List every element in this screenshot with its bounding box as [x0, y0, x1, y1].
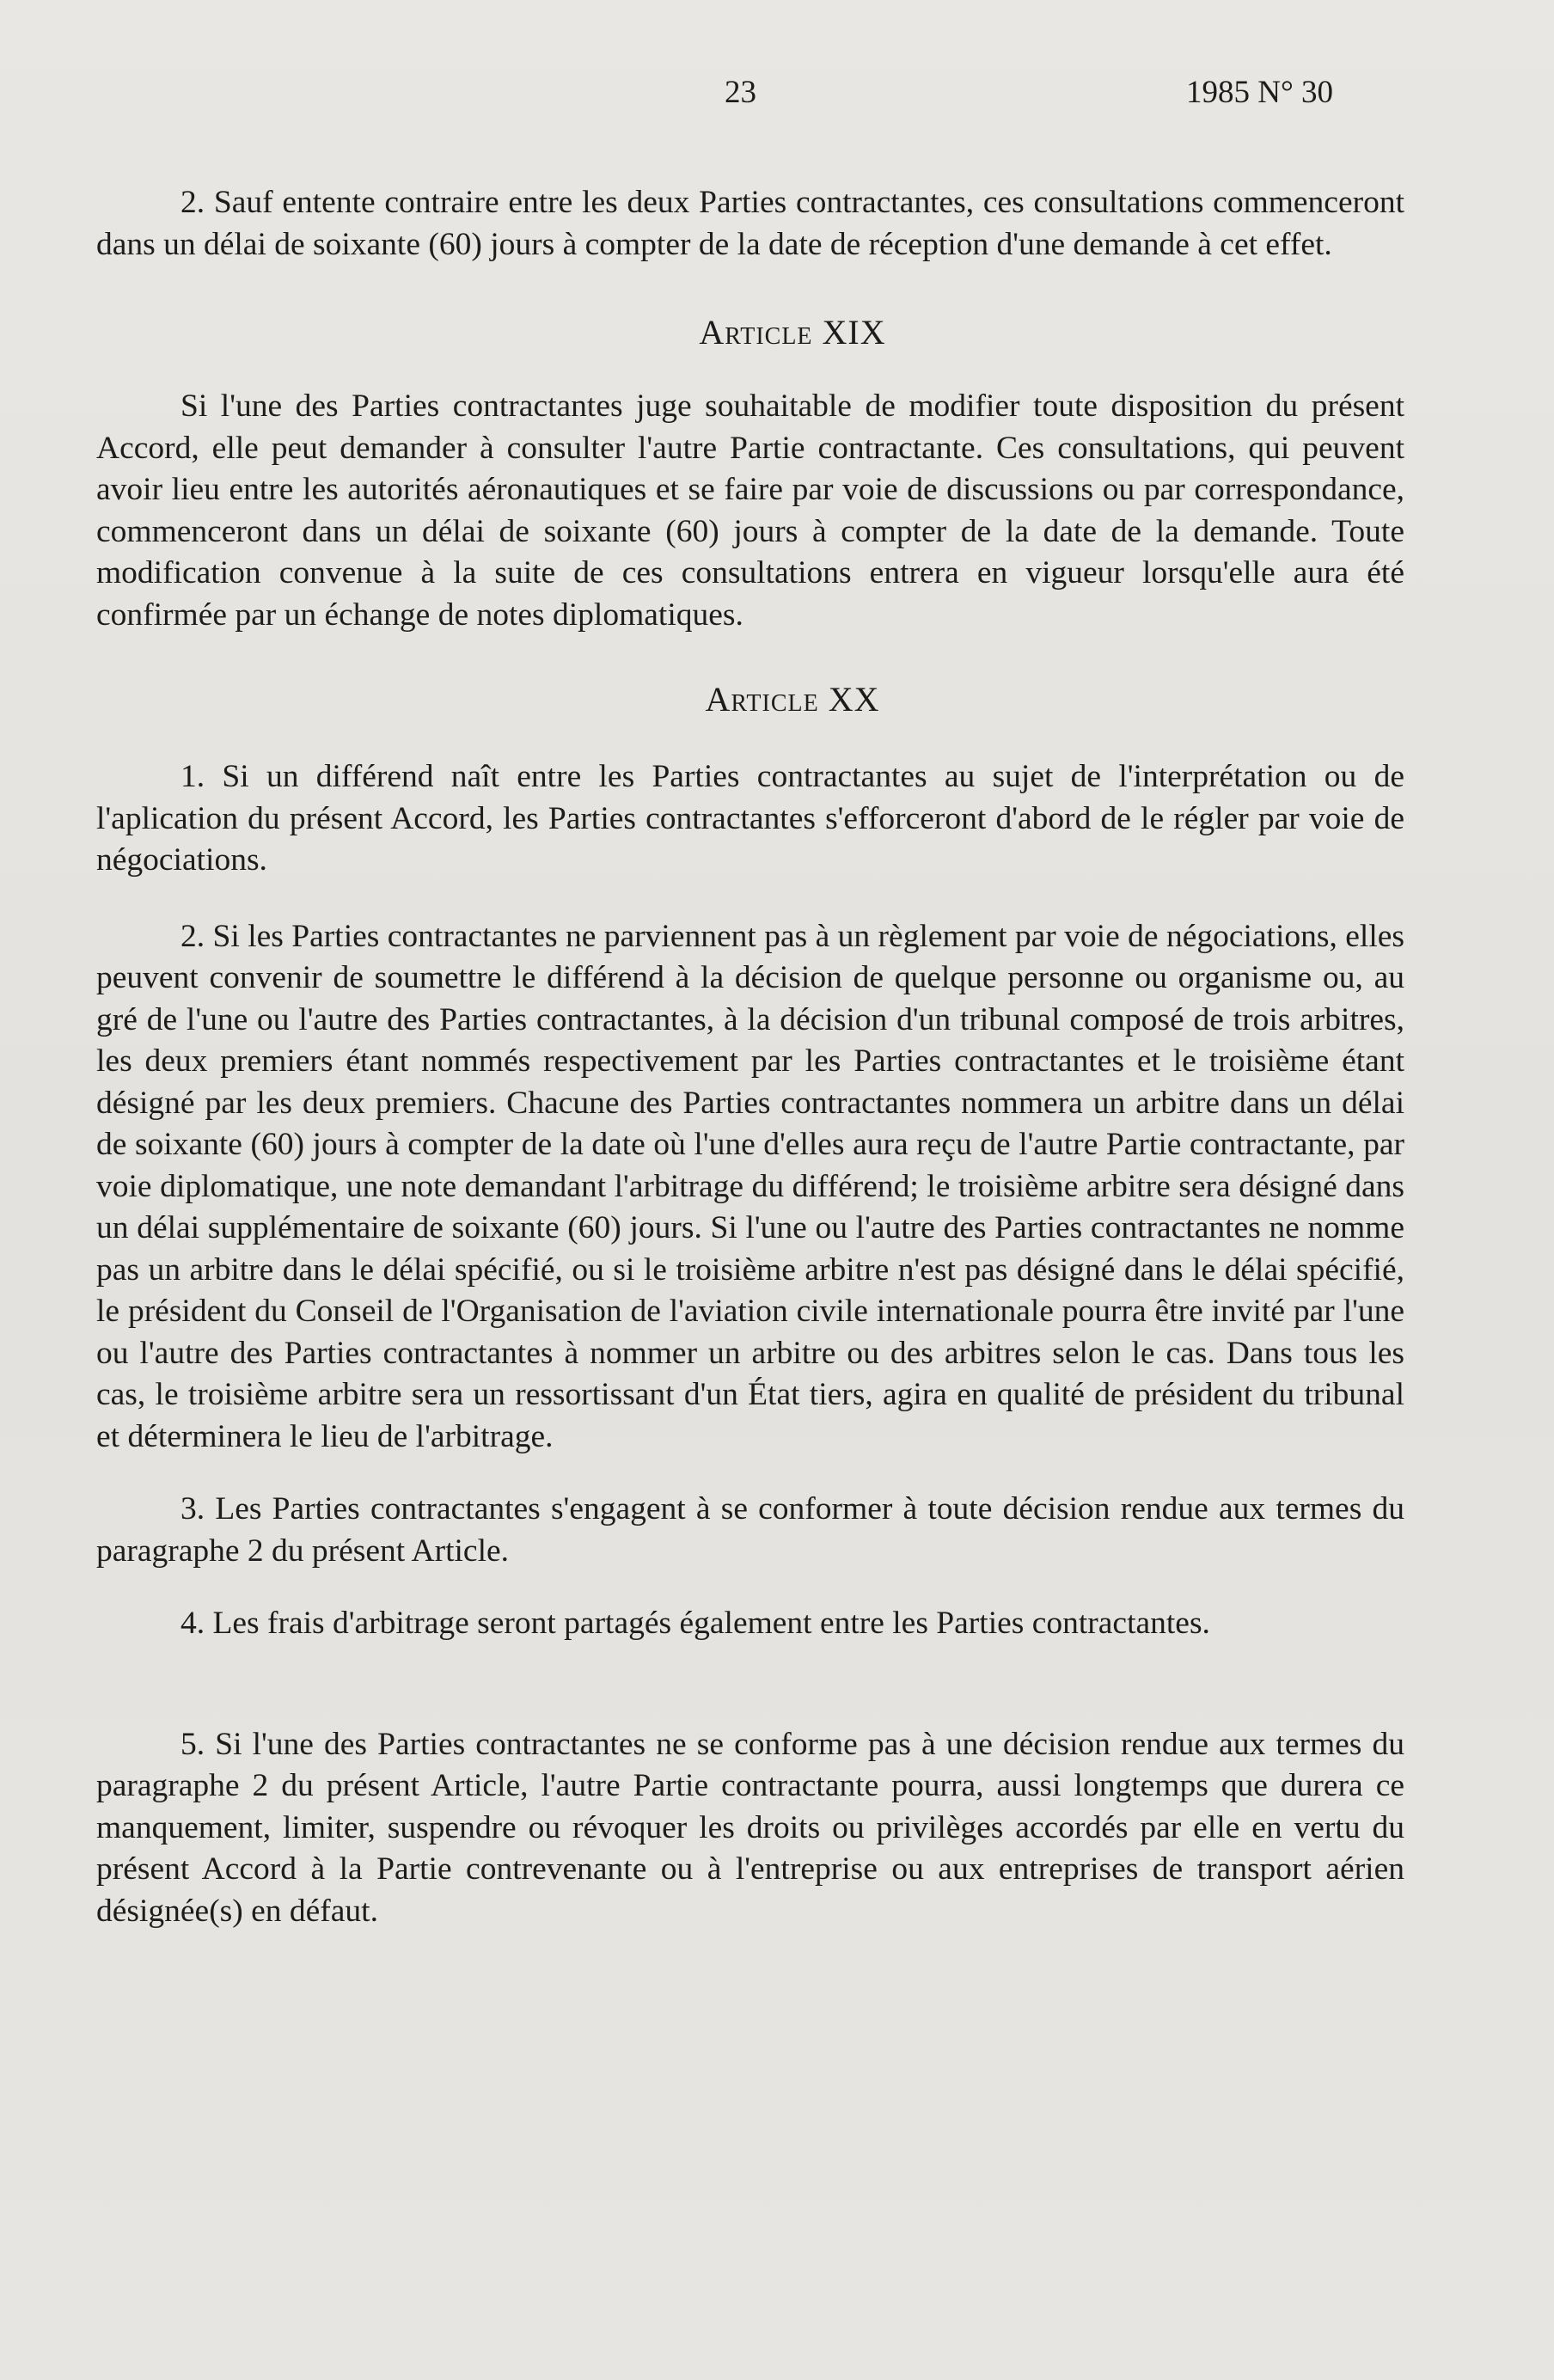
article-20-paragraph-5: 5. Si l'une des Parties contractantes ne se conforme pas à une décision rendue aux termes du paragraphe 2 du présent Article, l'autre Partie contractante pourra, aussi longtemps que durera ce manquement, limiter, suspendre ou révoquer les droits ou privilèges accordés par elle en vertu du présent Accord à la Partie contrevenante ou à l'entreprise ou aux entreprises de transport aérien désignée(s) en défaut.: [96, 1726, 1404, 1929]
document-reference: 1985 N° 30: [1186, 75, 1334, 110]
article-19-heading: Article XIX: [699, 313, 886, 352]
article-20-paragraph-3: 3. Les Parties contractantes s'engagent à se conformer à toute décision rendue aux termes du paragraphe 2 du présent Article.: [96, 1491, 1404, 1569]
body-text: [96, 182, 1404, 1932]
article-20-paragraph-4: 4. Les frais d'arbitrage seront partagés également entre les Parties contractantes.: [180, 1606, 1210, 1641]
article-19-text: Si l'une des Parties contractantes juge souhaitable de modifier toute disposition du présent Accord, elle peut demander à consulter l'autre Partie contractante. Ces consultations, qui peuvent avoir lieu entre les autorités aéronautiques et se faire par voie de discussions ou par correspondance, commenceront dans un délai de soixante (60) jours à compter de la date de la demande. Toute modification convenue à la suite de ces consultations entrera en vigueur lorsqu'elle aura été confirmée par un échange de notes diplomatiques.: [96, 389, 1404, 633]
page-number: 23: [725, 75, 756, 110]
article-20-paragraph-1: 1. Si un différend naît entre les Parties contractantes au sujet de l'interprétation ou de l'aplication du présent Accord, les Parties contractantes s'efforceront d'abord de le régler par voie de négociations.: [96, 759, 1404, 878]
article-20-paragraph-2: 2. Si les Parties contractantes ne parviennent pas à un règlement par voie de négociations, elles peuvent convenir de soumettre le différend à la décision de quelque personne ou organisme ou, au gré de l'une ou l'autre des Parties contractantes, à la décision d'un tribunal composé de trois arbitres, les deux premiers étant nommés respectivement par les Parties contractantes et le troisième étant désigné par les deux premiers. Chacune des Parties contractantes nommera un arbitre dans un délai de soixante (60) jours à compter de la date où l'une d'elles aura reçu de l'autre Partie contractante, par voie diplomatique, une note demandant l'arbitrage du différend; le troisième arbitre sera désigné dans un délai supplémentaire de soixante (60) jours. Si l'une ou l'autre des Parties contractantes ne nomme pas un arbitre dans le délai spécifié, ou si le troisième arbitre n'est pas désigné dans le délai spécifié, le président du Conseil de l'Organisation de l'aviation civile internationale pourra être invité par l'une ou l'autre des Parties contractantes à nommer un arbitre ou des arbitres selon le cas. Dans tous les cas, le troisième arbitre sera un ressortissant d'un État tiers, agira en qualité de président du tribunal et déterminera le lieu de l'arbitrage.: [96, 918, 1404, 1454]
page-header: [0, 74, 1554, 125]
paragraph-consultations: 2. Sauf entente contraire entre les deux Parties contractantes, ces consultations commenceront dans un délai de soixante (60) jours à compter de la date de réception d'une demande à cet effet.: [96, 185, 1404, 262]
article-20-heading: Article XX: [705, 680, 880, 719]
